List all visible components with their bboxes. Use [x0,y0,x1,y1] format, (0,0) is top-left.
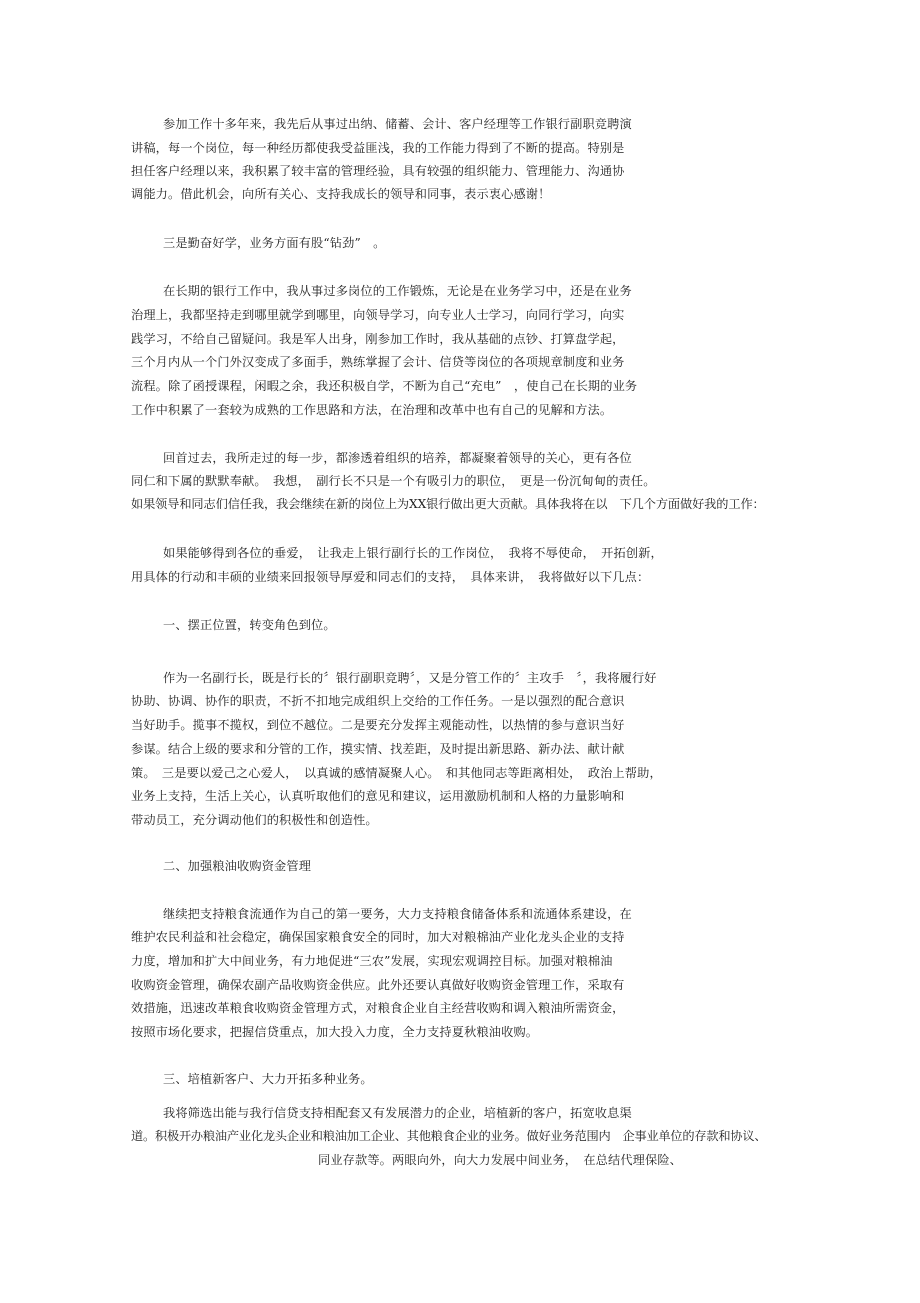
paragraph-1-line-4: 调能力。借此机会，向所有关心、支持我成长的领导和同事，表示衷心感谢！ [131,187,551,201]
paragraph-5-line-2: 用具体的行动和丰硕的业绩来回报领导厚爱和同志们的支持， 具体来讲， 我将做好以下几点： [131,570,650,584]
paragraph-7-line-6: 按照市场化要求，把握信贷重点，加大投入力度，全力支持夏秋粮油收购。 [131,1025,539,1039]
paragraph-5-line-1: 如果能够得到各位的垂爱， 让我走上银行副行长的工作岗位， 我将不辱使命， 开拓创新， [163,546,663,560]
paragraph-7-line-4: 收购资金管理，确保农副产品收购资金供应。此外还要认真做好收购资金管理工作，采取有 [131,978,625,992]
paragraph-7-line-2: 维护农民利益和社会稳定，确保国家粮食安全的同时，加大对粮棉油产业化龙头企业的支持 [131,930,625,944]
paragraph-7-line-3: 力度，增加和扩大中间业务，有力地促进“三农”发展，实现宏观调控目标。加强对粮棉油 [131,954,613,968]
paragraph-4-line-1: 回首过去，我所走过的每一步，都渗透着组织的培养，都凝聚着领导的关心，更有各位 [163,451,632,465]
paragraph-6-line-3: 当好助手。揽事不揽权，到位不越位。二是要充分发挥主观能动性，以热情的参与意识当好 [131,718,625,732]
section-heading-3: 三、培植新客户、大力开拓多种业务。 [163,1072,373,1086]
paragraph-3-line-4: 三个月内从一个门外汉变成了多面手，熟练掌握了会计、信贷等岗位的各项规章制度和业务 [131,355,625,369]
paragraph-6-line-1: 作为一名副行长，既是行长的〞银行副职竞聘〞，又是分管工作的〞主攻手 〞，我将履行好 [163,671,657,685]
paragraph-1-line-3: 担任客户经理以来，我积累了较丰富的管理经验，具有较强的组织能力、管理能力、沟通协 [131,164,625,178]
paragraph-4-line-3: 如果领导和同志们信任我，我会继续在新的岗位上为XX银行做出更大贡献。具体我将在以 下几个方面做好我的工作： [131,497,765,511]
paragraph-6-line-4: 参谋。结合上级的要求和分管的工作，摸实情、找差距，及时提出新思路、新办法、献计献 [131,742,625,756]
paragraph-6-line-2: 协助、协调、协作的职责，不折不扣地完成组织上交给的工作任务。一是以强烈的配合意识 [131,694,625,708]
paragraph-3-line-2: 治理上，我都坚持走到哪里就学到哪里，向领导学习，向专业人士学习，向同行学习，向实 [131,308,625,322]
paragraph-6-line-6: 业务上支持，生活上关心，认真听取他们的意见和建议，运用激励机制和人格的力量影响和 [131,789,625,803]
paragraph-7-line-5: 效措施，迅速改革粮食收购资金管理方式，对粮食企业自主经营收购和调入粮油所需资金， [131,1001,625,1015]
paragraph-6-line-7: 带动员工，充分调动他们的积极性和创造性。 [131,813,378,827]
paragraph-8-line-1: 我将筛选出能与我行信贷支持相配套又有发展潜力的企业，培植新的客户，拓宽收息渠 [163,1106,632,1120]
section-heading-1: 一、摆正位置，转变角色到位。 [163,618,336,632]
paragraph-3-line-1: 在长期的银行工作中，我从事过多岗位的工作锻炼，无论是在业务学习中，还是在业务 [163,284,632,298]
paragraph-8-line-3: 同业存款等。两眼向外，向大力发展中间业务， 在总结代理保险、 [318,1153,683,1167]
paragraph-3-line-3: 践学习，不给自己留疑问。我是军人出身，刚参加工作时，我从基础的点钞、打算盘学起， [131,332,625,346]
paragraph-3-line-5: 流程。除了函授课程，闲暇之余，我还积极自学，不断为自己“充电” ，使自己在长期的业务 [131,379,638,393]
section-heading-2: 二、加强粮油收购资金管理 [163,859,312,873]
paragraph-3-line-6: 工作中积累了一套较为成熟的工作思路和方法，在治理和改革中也有自己的见解和方法。 [131,403,613,417]
paragraph-4-line-2: 同仁和下属的默默奉献。 我想， 副行长不只是一个有吸引力的职位， 更是一份沉甸甸的责任。 [131,474,656,488]
paragraph-2-line-1: 三是勤奋好学，业务方面有股“钻劲” 。 [163,236,386,250]
paragraph-7-line-1: 继续把支持粮食流通作为自己的第一要务，大力支持粮食储备体系和流通体系建设，在 [163,907,632,921]
paragraph-1-line-1: 参加工作十多年来，我先后从事过出纳、储蓄、会计、客户经理等工作银行副职竞聘演 [163,117,632,131]
paragraph-1-line-2: 讲稿，每一个岗位，每一种经历都使我受益匪浅，我的工作能力得到了不断的提高。特别是 [131,141,625,155]
paragraph-6-line-5: 策。 三是要以爱己之心爱人， 以真诚的感情凝聚人心。 和其他同志等距离相处， 政治上帮助， [131,766,662,780]
paragraph-8-line-2: 道。积极开办粮油产业化龙头企业和粮油加工企业、其他粮食企业的业务。做好业务范围内 企事业单位的存款和协议、 [131,1129,767,1143]
